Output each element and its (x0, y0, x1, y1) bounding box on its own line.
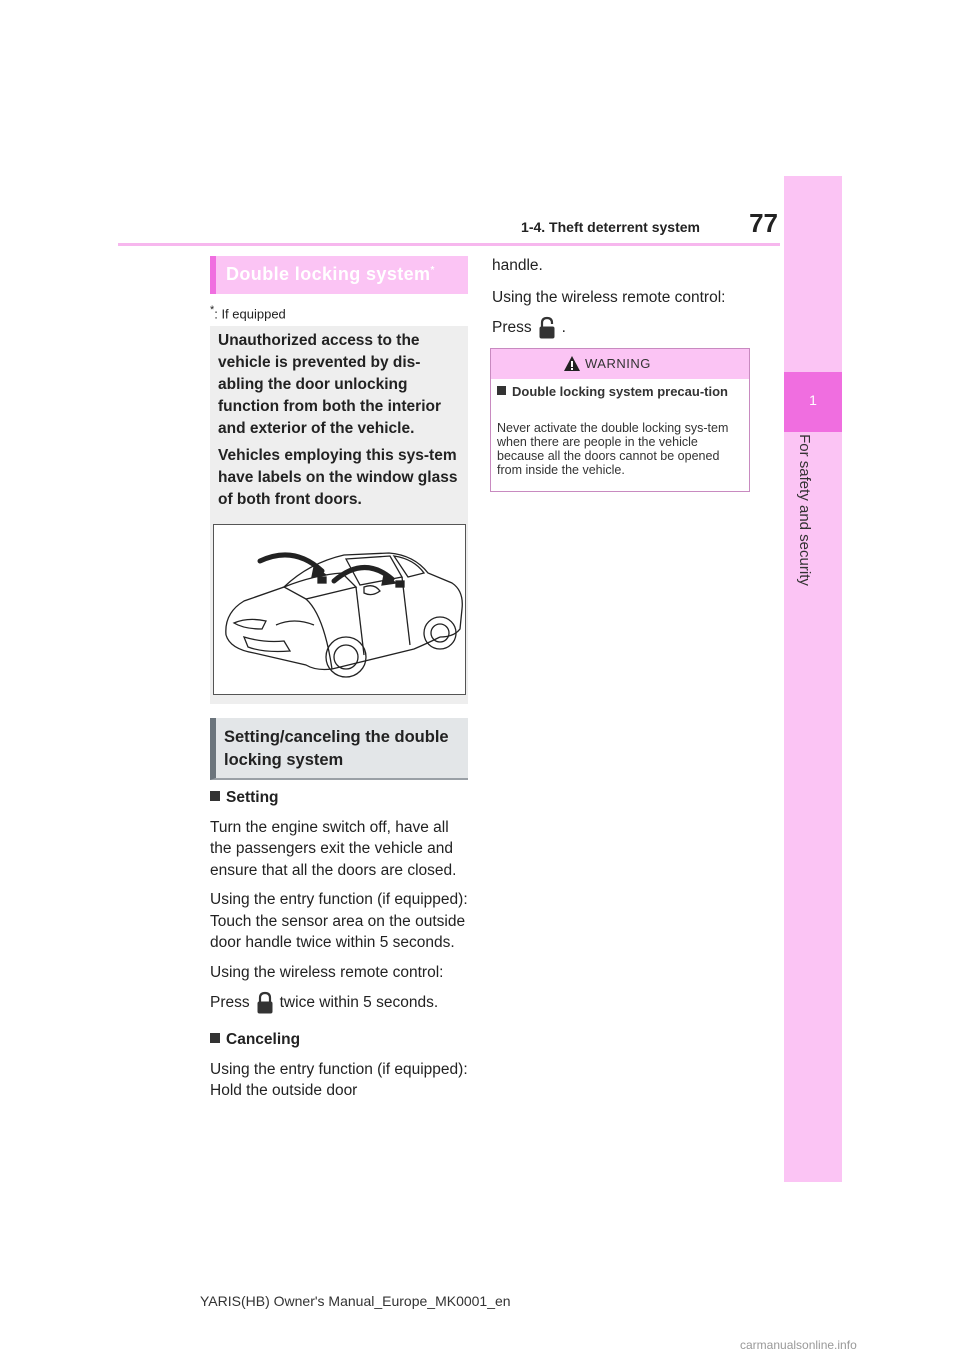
setting-paragraph-2: Using the entry function (if equipped): Touch the sensor area on the outside door handle twice within 5 seconds. (210, 891, 468, 951)
press-word: Press (210, 994, 250, 1012)
summary-box (210, 326, 468, 704)
warning-header (491, 349, 749, 379)
setting-canceling-heading-text: Setting/canceling the double locking system (224, 728, 449, 769)
warning-body: Never activate the double locking sys-tem when there are people in the vehicle because all the doors cannot be opened from inside the vehicle. (497, 421, 729, 477)
heading-text: Double locking system (226, 264, 431, 284)
press-suffix: twice within 5 seconds. (279, 994, 439, 1012)
footnote-text: : If equipped (214, 306, 286, 322)
lock-open-icon (538, 316, 556, 340)
warning-title: WARNING (585, 356, 651, 371)
setting-paragraph-1: Turn the engine switch off, have all the passengers exit the vehicle and ensure that all the doors are closed. (210, 818, 457, 879)
warning-subtitle-text: Double locking system precau-tion (512, 384, 728, 399)
page-number: 77 (749, 208, 778, 238)
car-illustration (213, 524, 466, 695)
setting-paragraph-3: Using the wireless remote control: (210, 963, 444, 981)
summary-paragraph-1: Unauthorized access to the vehicle is prevented by dis-abling the door unlocking function from both the interior and exterior of the vehicle. (218, 332, 442, 437)
canceling-title: Canceling (226, 1031, 301, 1048)
square-bullet-icon (210, 1033, 220, 1043)
chapter-number: 1 (809, 392, 817, 408)
double-locking-heading (210, 256, 468, 294)
chapter-side-strip (784, 176, 842, 1182)
setting-body (210, 787, 468, 1110)
heading-marker: * (430, 265, 435, 276)
section-title: 1-4. Theft deterrent system (521, 219, 700, 235)
canceling-paragraph-1: Using the entry function (if equipped): Hold the outside door (210, 1060, 468, 1099)
square-bullet-icon (210, 791, 220, 801)
summary-paragraph-2: Vehicles employing this sys-tem have labels on the window glass of both front doors. (218, 447, 458, 508)
setting-subheading (210, 787, 468, 809)
warning-triangle-icon (563, 355, 581, 377)
warning-box (490, 348, 750, 492)
watermark: carmanualsonline.info (740, 1338, 857, 1352)
setting-title: Setting (226, 789, 279, 806)
canceling-subheading (210, 1029, 468, 1051)
press-word: Press (492, 319, 532, 337)
footnote (210, 304, 286, 321)
chapter-label: For safety and security (796, 434, 813, 586)
footnote-marker: * (210, 304, 215, 316)
canceling-paragraph-2: Using the wireless remote control: (492, 288, 726, 306)
warning-subtitle (497, 384, 747, 399)
canceling-paragraph-1-cont: handle. (492, 257, 543, 274)
square-bullet-icon (497, 386, 506, 395)
setting-press-line (210, 991, 468, 1015)
canceling-press-line (492, 316, 752, 340)
footer-text: YARIS(HB) Owner's Manual_Europe_MK0001_en (200, 1293, 511, 1309)
setting-canceling-heading (210, 718, 468, 780)
lock-closed-icon (256, 991, 274, 1015)
canceling-body-cont (492, 255, 752, 348)
press-suffix: . (561, 319, 566, 337)
header-rule (118, 243, 780, 246)
